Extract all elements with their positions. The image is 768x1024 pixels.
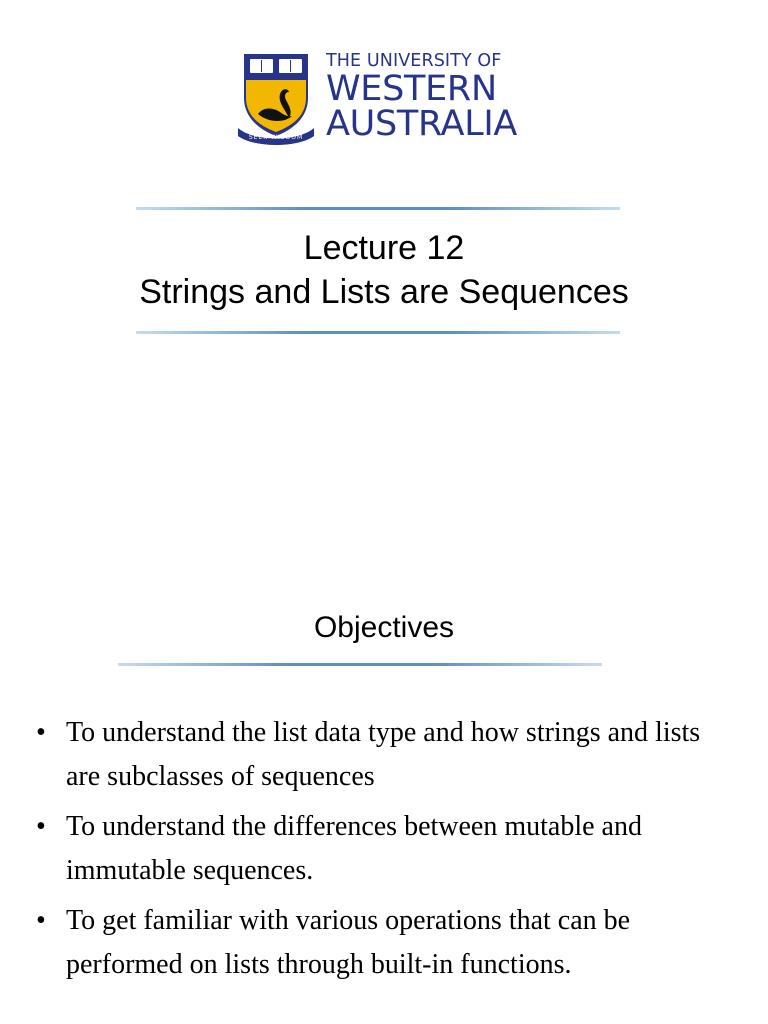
bullet-icon: • (36, 811, 46, 842)
objectives-divider (118, 663, 602, 666)
logo-line-3: AUSTRALIA (326, 104, 518, 144)
bullet-icon: • (36, 717, 46, 748)
university-crest-icon (234, 50, 318, 145)
lecture-topic: Strings and Lists are Sequences (139, 273, 629, 311)
list-item (36, 711, 736, 799)
objectives-slide (0, 585, 768, 1024)
logo-line-1: THE UNIVERSITY OF (326, 51, 502, 71)
bullet-icon: • (36, 905, 46, 936)
objectives-list (36, 711, 736, 993)
objectives-heading: Objectives (313, 611, 455, 644)
list-item-text: To get familiar with various operations that can be performed on lists through built-in functions. (66, 905, 631, 980)
title-divider-bottom (136, 331, 620, 334)
list-item (36, 899, 736, 987)
crest-motto: SEEK WISDOM (248, 134, 304, 141)
list-item-text: To understand the differences between mutable and immutable sequences. (66, 811, 642, 886)
logo-wordmark (326, 50, 517, 142)
lecture-number: Lecture 12 (303, 229, 465, 267)
lecture-title (0, 226, 768, 314)
logo-line-2: WESTERN (326, 69, 497, 109)
university-logo (234, 50, 524, 145)
title-divider-top (136, 207, 620, 210)
list-item-text: To understand the list data type and how strings and lists are subclasses of sequences (66, 717, 701, 792)
list-item (36, 805, 736, 893)
title-slide (0, 0, 768, 400)
